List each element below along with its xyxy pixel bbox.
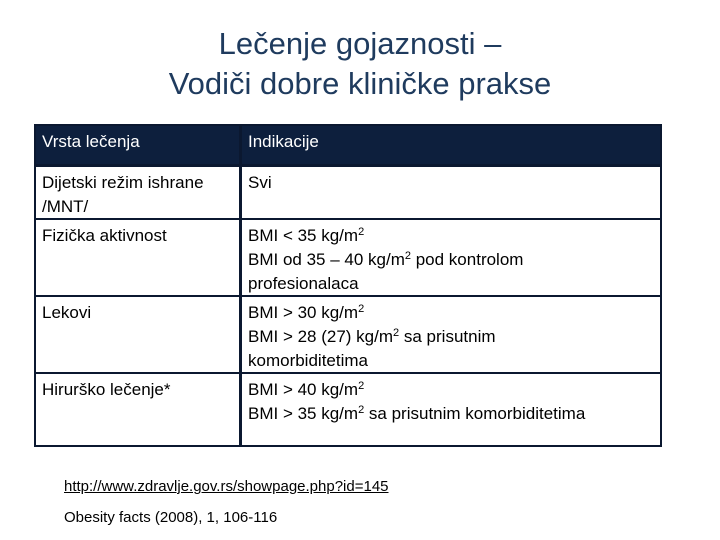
- source-link[interactable]: http://www.zdravlje.gov.rs/showpage.php?id=145: [64, 478, 389, 495]
- header-cell-type: Vrsta lečenja: [36, 126, 239, 164]
- indication-line: BMI > 35 $kg/m^2$ sa prisutnim komorbiditetima: [248, 404, 586, 423]
- indication-line: komorbiditetima: [248, 351, 368, 370]
- superscript: 2: [358, 303, 365, 315]
- indication-line: profesionalaca: [248, 274, 359, 293]
- row-2-type: Fizička aktivnost: [36, 220, 239, 295]
- indication-line: BMI > 28 (27) $kg/m^2$ sa prisutnim: [248, 327, 496, 346]
- superscript: 2: [358, 226, 365, 238]
- superscript: 2: [393, 327, 400, 339]
- indication-line: BMI od 35 – 40 $kg/m^2$ pod kontrolom: [248, 250, 524, 269]
- title-line-2: Vodiči dobre kliničke prakse: [168, 66, 552, 101]
- superscript: 2: [358, 380, 365, 392]
- row-1-indications: [242, 167, 660, 218]
- indication-line: Svi: [248, 173, 272, 192]
- row-1-type: Dijetski režim ishrane /MNT/: [36, 167, 239, 218]
- treatment-table: [34, 124, 662, 447]
- header-cell-indications: Indikacije: [242, 126, 660, 164]
- indication-line: BMI < 35 $kg/m^2$: [248, 226, 365, 245]
- page-title: [0, 24, 720, 104]
- reference-citation: Obesity facts (2008), 1, 106-116: [64, 509, 278, 526]
- indication-line: BMI > 30 $kg/m^2$: [248, 303, 365, 322]
- row-3-indications: [242, 297, 660, 372]
- row-2-indications: [242, 220, 660, 295]
- row-4-indications: [242, 374, 660, 445]
- title-line-1: Lečenje gojaznosti –: [218, 26, 502, 61]
- row-4-type: Hirurško lečenje*: [36, 374, 239, 445]
- row-3-type: Lekovi: [36, 297, 239, 372]
- indication-line: BMI > 40 $kg/m^2$: [248, 380, 365, 399]
- superscript: 2: [404, 250, 411, 262]
- superscript: 2: [358, 404, 365, 416]
